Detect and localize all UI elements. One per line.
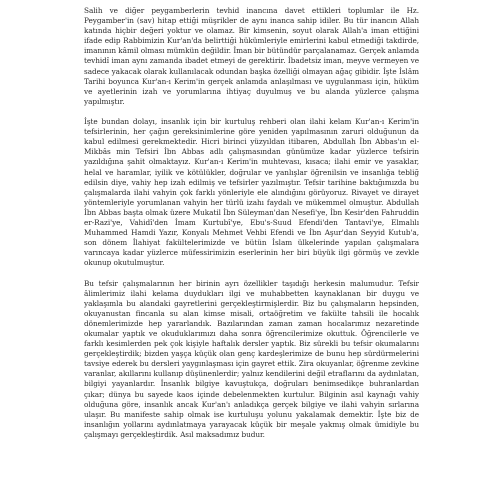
body-text [84,6,419,440]
paragraph-2: İşte bundan dolayı, insanlık için bir kurtuluş rehberi olan ilahi kelam Kur'an-ı Kerim'in tefsirlerinin, her çağın gereksinimlerine göre yeniden yapılmasının zaruri olduğunun da kabul edilmesi gerekmektedir. Hicri birinci yüzyıldan itibaren, Abdullah İbn Abbas'ın el-Mikbâs min Tefsiri İbn Abbas adlı çalışmasından günümüze kadar yüzlerce tefsirin yazıldığına şahit olmaktayız. Kur'an-ı Kerim'in muhtevası, kısaca; ilahi emir ve yasaklar, helal ve haramlar, iyilik ve kötülükler, doğrular ve yanlışlar öğrenilsin ve insanlığa tebliğ edilsin diye, vahiy hep izah edilmiş ve tefsirler yazılmıştır. Tefsir tarihine baktığımızda bu çalışmalarda ilahi vahyin çok farklı yönleriyle ele alındığını görüyoruz. Rivayet ve dirayet yöntemleriyle yorumlanan vahyin her türlü izahı faydalı ve mükemmel olmuştur. Abdullah İbn Abbas başta olmak üzere Mukatil İbn Süleyman'dan Nesefi'ye, İbn Kesir'den Fahruddin er-Razi'ye, Vahidî'den İmam Kurtubî'ye, Ebu's-Suud Efendi'den Tantavi'ye, Elmalılı Muhammed Hamdi Yazır, Konyalı Mehmet Vehbi Efendi ve İbn Aşur'dan Seyyid Kutub'a, son dönem İlahiyat fakültelerimizde ve bütün İslam ülkelerinde yapılan çalışmalara varıncaya kadar yüzlerce müfessirimizin eserlerinin her biri büyük ilgi görmüş ve zevkle okunup okutulmuştur. [84,117,419,268]
paragraph-1: Salih ve diğer peygamberlerin tevhid inancına davet ettikleri toplumlar ile Hz. Peygamber'in (sav) hitap ettiği müşrikler de aynı inanca sahip idiler. Bu tür inancın Allah katında hiçbir değeri yoktur ve olamaz. Bir kimsenin, soyut olarak Allah'a iman ettiğini ifade edip Rabbimizin Kur'an'da belirttiği hükümleriyle emirlerini kabul etmediği takdirde, imanının kâmil olması mümkün değildir. İman bir bütündür parçalanamaz. Gerçek anlamda tevhidî iman aynı zamanda ibadet etmeyi de gerektirir. İbadetsiz iman, meyve vermeyen ve sadece yakacak olarak kullanılacak odundan başka özelliği olmayan ağaç gibidir. İşte İslâm Tarihi boyunca Kur'an-ı Kerim'in gerçek anlamda anlaşılması ve uygulanması için, hüküm ve ayetlerinin izah ve yorumlarına ihtiyaç duyulmuş ve bu alanda yüzlerce çalışma yapılmıştır. [84,6,419,106]
paragraph-3: Bu tefsir çalışmalarının her birinin ayrı özellikler taşıdığı herkesin malumudur. Tefsir âlimlerimiz ilahi kelama duydukları ilgi ve muhabbetten kaynaklanan bir duygu ve yaklaşımla bu alandaki gayretlerini gerçekleştirmişlerdir. Biz bu çalışmaların hepsinden, okuyanustan fincanla su alan kimse misali, ortaöğretim ve fakülte tahsili ile hocalık dönemlerimizde hep yararlandık. Bazılarından zaman zaman hocalarımız nezaretinde okumalar yaptık ve okuduklarımızı daha sonra öğrencilerimize okuttuk. Öğrencilerle ve farklı kesimlerden pek çok kişiyle haftalık dersler yaptık. Biz sürekli bu tefsir okumalarını gerçekleştirdik; bizden yaşça küçük olan genç kardeşlerimize de bunu hep sürdürmelerini tavsiye ederek bu dersleri yaygınlaşması için gayret ettik. Zira okuyanlar, öğrenme zevkine varanlar, akıllarını kullanıp düşünenlerdir; yalnız kendilerini değil etraflarını da aydınlatan, bilgiyi yayanlardır. İnsanlık bilgiye kavuştukça, doğruları benimsedikçe buhranlardan çıkar; dünya bu sayede kaos içinde debelenmekten kurtulur. Bilginin asıl kaynağı vahiy olduğuna göre, insanlık ancak Kur'an'ı anladıkça gerçek bilgiye ve ilahi vahyin sırlarına ulaşır. Bu manifeste sahip olmak ise kurtuluşu yolunu yakalamak demektir. İşte biz de insanlığın yollarını aydınlatmaya yarayacak küçük bir meşale yakmış olmak ümidiyle bu çalışmayı gerçekleştirdik. Asıl maksadımız budur. [84,278,419,439]
